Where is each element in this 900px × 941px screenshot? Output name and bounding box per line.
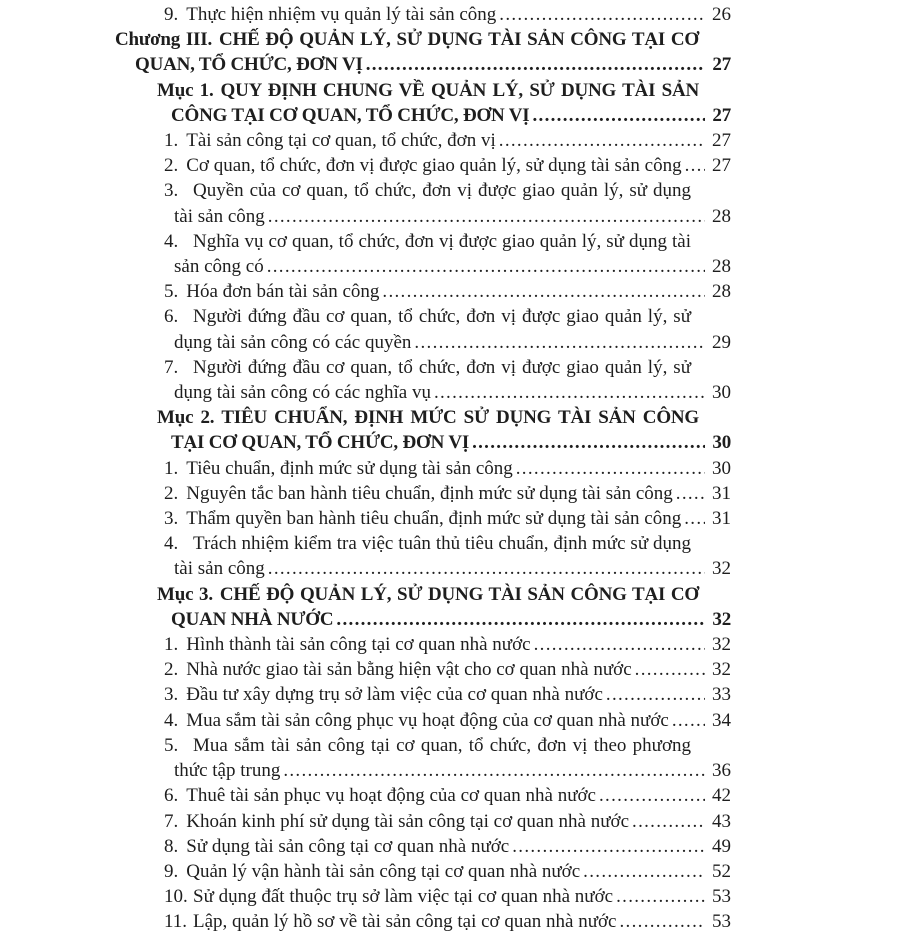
page-number: 30 [712, 382, 731, 404]
page-number: 27 [712, 155, 731, 177]
entry-number: 1. [164, 130, 179, 152]
page-number: 26 [712, 4, 731, 25]
page-number: 34 [712, 709, 731, 731]
dotted-leader [532, 103, 705, 128]
toc-line [0, 254, 731, 279]
toc-line [0, 481, 731, 506]
entry-text: Tiêu chuẩn, định mức sử dụng tài sản công [186, 457, 513, 479]
toc-line [0, 178, 731, 203]
toc-line [0, 2, 731, 27]
toc-line [0, 783, 731, 808]
dotted-leader [606, 682, 705, 707]
page-number: 33 [712, 684, 731, 706]
toc-entry [0, 279, 731, 304]
page-number: 30 [712, 457, 731, 479]
toc-line [0, 531, 731, 556]
entry-text: tài sản công [174, 558, 265, 580]
entry-text: Thực hiện nhiệm vụ quản lý tài sản công [186, 4, 497, 25]
dotted-leader [512, 834, 705, 859]
page-number: 29 [712, 331, 731, 353]
entry-text: Quản lý vận hành tài sản công tại cơ quan nhà nước [186, 860, 581, 882]
toc-line [0, 103, 731, 128]
entry-text: Nghĩa vụ cơ quan, tổ chức, đơn vị được giao quản lý, sử dụng tài [193, 230, 691, 252]
entry-number: 8. [164, 835, 179, 857]
toc-entry [0, 456, 731, 481]
entry-number: 2. [164, 155, 179, 177]
page-number: 32 [712, 634, 731, 656]
dotted-leader [414, 330, 705, 355]
entry-number: 9. [164, 860, 179, 882]
entry-text: Sử dụng đất thuộc trụ sở làm việc tại cơ quan nhà nước [193, 886, 614, 908]
dotted-leader [268, 556, 705, 581]
entry-number: 2. [164, 482, 179, 504]
entry-number: 1. [164, 634, 179, 656]
toc-entry [0, 582, 731, 632]
entry-text: QUAN NHÀ NƯỚC [171, 608, 334, 630]
entry-number: 4. [164, 230, 179, 252]
dotted-leader [672, 708, 705, 733]
page-number: 53 [712, 911, 731, 933]
toc-entry [0, 481, 731, 506]
toc-line [0, 27, 731, 52]
toc-line [0, 859, 731, 884]
entry-label: Mục 2. [157, 407, 215, 429]
page-number: 36 [712, 760, 731, 782]
dotted-leader [635, 657, 705, 682]
dotted-leader [336, 607, 705, 632]
entry-text: dụng tài sản công có các quyền [174, 331, 412, 353]
page-number: 31 [712, 508, 731, 530]
toc-entry [0, 657, 731, 682]
toc-line [0, 229, 731, 254]
page-number: 28 [712, 281, 731, 303]
toc-entry [0, 531, 731, 581]
entry-text: Quyền của cơ quan, tổ chức, đơn vị được giao quản lý, sử dụng [193, 180, 691, 202]
toc-entry [0, 909, 731, 934]
dotted-leader [632, 809, 705, 834]
entry-text: Thẩm quyền ban hành tiêu chuẩn, định mức sử dụng tài sản công [186, 508, 682, 530]
toc-line [0, 884, 731, 909]
dotted-leader [472, 430, 705, 455]
entry-text: Sử dụng tài sản công tại cơ quan nhà nước [186, 835, 510, 857]
entry-text: sản công có [174, 256, 264, 278]
toc-entry [0, 78, 731, 128]
toc-line [0, 456, 731, 481]
toc-entry [0, 128, 731, 153]
toc-line [0, 556, 731, 581]
dotted-leader [267, 254, 705, 279]
toc-entry [0, 733, 731, 783]
toc-entry [0, 153, 731, 178]
entry-text: tài sản công [174, 205, 265, 227]
page-number: 32 [712, 558, 731, 580]
entry-text: Hình thành tài sản công tại cơ quan nhà nước [186, 634, 531, 656]
entry-text: Trách nhiệm kiểm tra việc tuân thủ tiêu chuẩn, định mức sử dụng [193, 533, 691, 555]
page-number: 27 [712, 104, 731, 126]
entry-number: 3. [164, 180, 179, 202]
entry-text: CHẾ ĐỘ QUẢN LÝ, SỬ DỤNG TÀI SẢN CÔNG TẠI CƠ [219, 583, 700, 605]
toc-line [0, 380, 731, 405]
toc-line [0, 128, 731, 153]
entry-number: 7. [164, 810, 179, 832]
toc-entry [0, 632, 731, 657]
entry-label: Mục 3. [157, 583, 213, 605]
entry-number: 11. [164, 911, 188, 933]
entry-number: 5. [164, 281, 179, 303]
toc-entry [0, 809, 731, 834]
toc-line [0, 834, 731, 859]
page-number: 31 [712, 482, 731, 504]
toc-line [0, 909, 731, 934]
page-number: 32 [712, 659, 731, 681]
dotted-leader [516, 456, 705, 481]
entry-text: Người đứng đầu cơ quan, tổ chức, đơn vị được giao quản lý, sử [193, 306, 691, 328]
entry-number: 5. [164, 734, 179, 756]
dotted-leader [583, 859, 705, 884]
entry-text: TIÊU CHUẨN, ĐỊNH MỨC SỬ DỤNG TÀI SẢN CÔNG [221, 407, 700, 429]
entry-text: Người đứng đầu cơ quan, tổ chức, đơn vị được giao quản lý, sử [193, 356, 691, 378]
entry-number: 6. [164, 785, 179, 807]
toc-entry [0, 2, 731, 27]
entry-number: 7. [164, 356, 179, 378]
entry-text: CHẾ ĐỘ QUẢN LÝ, SỬ DỤNG TÀI SẢN CÔNG TẠI CƠ [219, 29, 699, 51]
dotted-leader [685, 153, 705, 178]
entry-number: 4. [164, 533, 179, 555]
toc-line [0, 758, 731, 783]
entry-text: CÔNG TẠI CƠ QUAN, TỔ CHỨC, ĐƠN VỊ [171, 104, 530, 126]
toc-entry [0, 783, 731, 808]
entry-label: Chương III. [115, 29, 212, 51]
dotted-leader [599, 783, 705, 808]
dotted-leader [620, 909, 706, 934]
entry-label: Mục 1. [157, 79, 214, 101]
entry-number: 6. [164, 306, 179, 328]
toc-entry [0, 27, 731, 77]
toc-line [0, 78, 731, 103]
entry-number: 10. [164, 886, 188, 908]
dotted-leader [268, 204, 705, 229]
entry-text: Đầu tư xây dựng trụ sở làm việc của cơ quan nhà nước [186, 684, 603, 706]
toc-line [0, 607, 731, 632]
page-number: 27 [712, 54, 731, 76]
entry-text: QUY ĐỊNH CHUNG VỀ QUẢN LÝ, SỬ DỤNG TÀI SẢN [220, 79, 700, 101]
entry-number: 9. [164, 4, 179, 25]
toc-entry [0, 506, 731, 531]
page-number: 52 [712, 860, 731, 882]
toc-entry [0, 859, 731, 884]
entry-text: Khoán kinh phí sử dụng tài sản công tại cơ quan nhà nước [186, 810, 630, 832]
toc-line [0, 330, 731, 355]
toc-entry [0, 229, 731, 279]
page-number: 27 [712, 130, 731, 152]
entry-text: Mua sắm tài sản công phục vụ hoạt động của cơ quan nhà nước [186, 709, 669, 731]
entry-text: Cơ quan, tổ chức, đơn vị được giao quản lý, sử dụng tài sản công [186, 155, 682, 177]
entry-number: 2. [164, 659, 179, 681]
entry-number: 3. [164, 684, 179, 706]
page-number: 32 [712, 608, 731, 630]
page-number: 28 [712, 256, 731, 278]
toc-entry [0, 355, 731, 405]
toc-entry [0, 834, 731, 859]
toc-line [0, 582, 731, 607]
entry-number: 3. [164, 508, 179, 530]
dotted-leader [676, 481, 705, 506]
dotted-leader [499, 128, 705, 153]
toc-line [0, 733, 731, 758]
dotted-leader [534, 632, 705, 657]
toc-entry [0, 708, 731, 733]
entry-text: Mua sắm tài sản công tại cơ quan, tổ chức, đơn vị theo phương [193, 734, 691, 756]
toc-line [0, 708, 731, 733]
entry-number: 4. [164, 709, 179, 731]
toc-entry [0, 178, 731, 228]
page-number: 30 [712, 432, 731, 454]
entry-text: Thuê tài sản phục vụ hoạt động của cơ quan nhà nước [186, 785, 596, 807]
toc-line [0, 632, 731, 657]
dotted-leader [499, 2, 705, 27]
toc-line [0, 355, 731, 380]
entry-text: dụng tài sản công có các nghĩa vụ [174, 382, 431, 404]
toc-line [0, 204, 731, 229]
page-number: 49 [712, 835, 731, 857]
toc-entry [0, 884, 731, 909]
toc-line [0, 279, 731, 304]
toc-line [0, 405, 731, 430]
dotted-leader [616, 884, 705, 909]
toc-entry [0, 304, 731, 354]
toc-line [0, 657, 731, 682]
page-number: 53 [712, 886, 731, 908]
entry-text: Nhà nước giao tài sản bằng hiện vật cho cơ quan nhà nước [186, 659, 632, 681]
toc-line [0, 430, 731, 455]
page-number: 43 [712, 810, 731, 832]
entry-text: Tài sản công tại cơ quan, tổ chức, đơn vị [186, 130, 496, 152]
toc-entry [0, 405, 731, 455]
dotted-leader [366, 52, 705, 77]
entry-text: Nguyên tắc ban hành tiêu chuẩn, định mức sử dụng tài sản công [186, 482, 673, 504]
entry-text: TẠI CƠ QUAN, TỔ CHỨC, ĐƠN VỊ [171, 432, 470, 454]
entry-text: Hóa đơn bán tài sản công [186, 281, 380, 303]
toc-line [0, 506, 731, 531]
entry-text: Lập, quản lý hồ sơ về tài sản công tại cơ quan nhà nước [193, 911, 617, 933]
entry-number: 1. [164, 457, 179, 479]
toc-line [0, 304, 731, 329]
dotted-leader [382, 279, 705, 304]
entry-text: QUAN, TỔ CHỨC, ĐƠN VỊ [135, 54, 363, 76]
toc-line [0, 809, 731, 834]
page-number: 28 [712, 205, 731, 227]
toc-entry [0, 682, 731, 707]
page-number: 42 [712, 785, 731, 807]
dotted-leader [684, 506, 705, 531]
toc-line [0, 682, 731, 707]
toc-line [0, 52, 731, 77]
toc-line [0, 153, 731, 178]
dotted-leader [283, 758, 705, 783]
entry-text: thức tập trung [174, 760, 281, 782]
dotted-leader [434, 380, 705, 405]
